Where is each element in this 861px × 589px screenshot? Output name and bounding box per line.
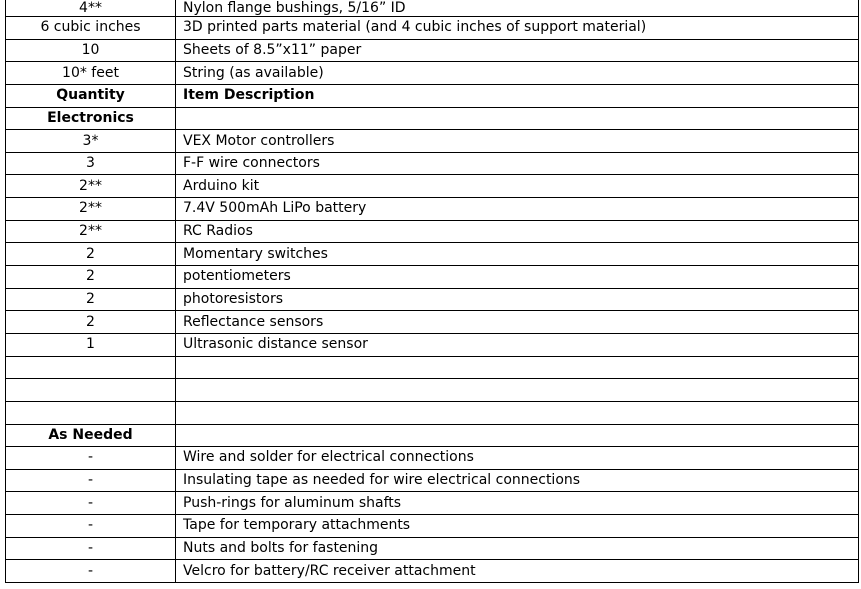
description-cell: 3D printed parts material (and 4 cubic inches of support material) (176, 17, 859, 40)
empty-cell (176, 401, 859, 424)
quantity-cell: 4** (6, 0, 176, 17)
table-row (6, 0, 859, 17)
section-title: Electronics (6, 107, 176, 130)
quantity-cell: - (6, 492, 176, 515)
table-row (6, 243, 859, 266)
description-header: Item Description (176, 84, 859, 107)
table-row (6, 198, 859, 221)
description-cell: 7.4V 500mAh LiPo battery (176, 198, 859, 221)
empty-cell (176, 379, 859, 402)
description-cell: Tape for temporary attachments (176, 515, 859, 538)
quantity-cell: 2 (6, 311, 176, 334)
quantity-cell: 3 (6, 152, 176, 175)
empty-cell (176, 424, 859, 447)
description-cell: Reflectance sensors (176, 311, 859, 334)
table-row (6, 447, 859, 470)
quantity-cell: 2 (6, 288, 176, 311)
description-cell: potentiometers (176, 266, 859, 289)
quantity-cell: 2 (6, 266, 176, 289)
empty-row (6, 356, 859, 379)
quantity-cell: - (6, 537, 176, 560)
description-cell: Sheets of 8.5”x11” paper (176, 39, 859, 62)
quantity-cell: - (6, 447, 176, 470)
table-row (6, 469, 859, 492)
description-cell: Push-rings for aluminum shafts (176, 492, 859, 515)
table-row (6, 515, 859, 538)
quantity-cell: - (6, 515, 176, 538)
table-row (6, 175, 859, 198)
description-cell: Arduino kit (176, 175, 859, 198)
quantity-cell: 10 (6, 39, 176, 62)
quantity-cell: 1 (6, 333, 176, 356)
description-cell: Wire and solder for electrical connections (176, 447, 859, 470)
quantity-cell: - (6, 469, 176, 492)
description-cell: VEX Motor controllers (176, 130, 859, 153)
quantity-cell: 10* feet (6, 62, 176, 85)
description-cell: Momentary switches (176, 243, 859, 266)
quantity-cell: 2 (6, 243, 176, 266)
table-row (6, 62, 859, 85)
quantity-cell: 3* (6, 130, 176, 153)
table-row (6, 220, 859, 243)
description-cell: photoresistors (176, 288, 859, 311)
quantity-cell: 6 cubic inches (6, 17, 176, 40)
table-row (6, 152, 859, 175)
table-row (6, 288, 859, 311)
description-cell: RC Radios (176, 220, 859, 243)
quantity-header: Quantity (6, 84, 176, 107)
description-cell: Nylon flange bushings, 5/16” ID (176, 0, 859, 17)
section-title: As Needed (6, 424, 176, 447)
empty-cell (6, 356, 176, 379)
table-row (6, 537, 859, 560)
quantity-cell: 2** (6, 175, 176, 198)
table-row (6, 333, 859, 356)
empty-row (6, 401, 859, 424)
table-row (6, 311, 859, 334)
empty-cell (176, 356, 859, 379)
table-row (6, 266, 859, 289)
table-row (6, 492, 859, 515)
description-cell: Ultrasonic distance sensor (176, 333, 859, 356)
empty-row (6, 379, 859, 402)
quantity-cell: 2** (6, 220, 176, 243)
section-row-as-needed (6, 424, 859, 447)
description-cell: F-F wire connectors (176, 152, 859, 175)
description-cell: Velcro for battery/RC receiver attachment (176, 560, 859, 583)
description-cell: String (as available) (176, 62, 859, 85)
description-cell: Insulating tape as needed for wire electrical connections (176, 469, 859, 492)
table-row (6, 130, 859, 153)
empty-cell (6, 401, 176, 424)
description-cell: Nuts and bolts for fastening (176, 537, 859, 560)
quantity-cell: 2** (6, 198, 176, 221)
table-header-row (6, 84, 859, 107)
quantity-cell: - (6, 560, 176, 583)
section-row-electronics (6, 107, 859, 130)
empty-cell (176, 107, 859, 130)
table-row (6, 17, 859, 40)
table-row (6, 39, 859, 62)
empty-cell (6, 379, 176, 402)
bill-of-materials-table (5, 0, 859, 583)
table-row (6, 560, 859, 583)
